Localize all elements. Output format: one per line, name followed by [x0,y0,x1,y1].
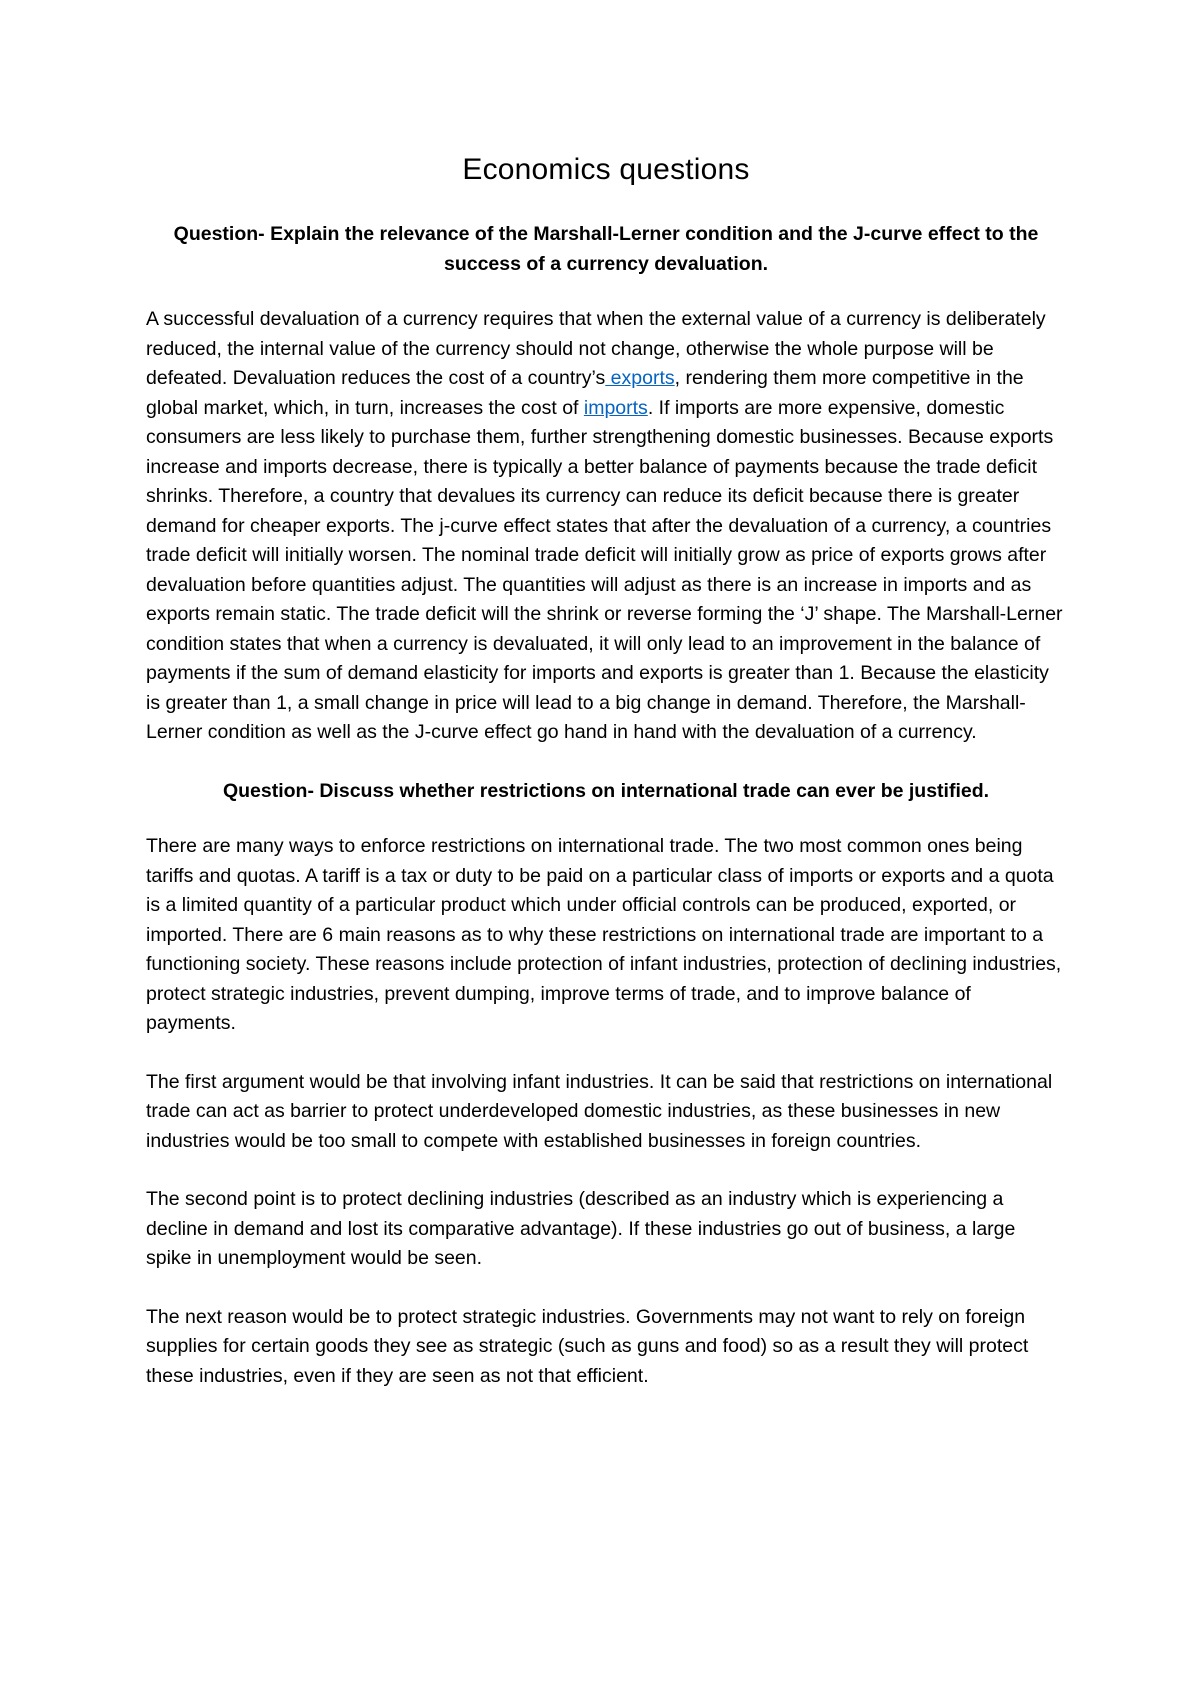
question-2-heading: Question- Discuss whether restrictions on international trade can ever be justified. [222,779,990,802]
exports-link[interactable]: exports [605,367,675,389]
answer-text-part-3: . If imports are more expensive, domestic consumers are less likely to purchase them, further strengthening domestic businesses. Because exports increase and imports decrease, there is typically a better balance of payments because the trade deficit shrinks. Therefore, a country that devalues its currency can reduce its deficit because there is greater demand for cheaper exports. The j-curve effect states that after the devaluation of a currency, a countries trade deficit will initially worsen. The nominal trade deficit will initially grow as price of exports grows after devaluation before quantities adjust. The quantities will adjust as there is an increase in imports and as exports remain static. The trade deficit will the shrink or reverse forming the ‘J’ shape. The Marshall-Lerner condition states that when a currency is devaluated, it will only lead to an improvement in the balance of payments if the sum of demand elasticity for imports and exports is greater than 1. Because the elasticity is greater than 1, a small change in price will lead to a big change in demand. Therefore, the Marshall-Lerner condition as well as the J-curve effect go hand in hand with the devaluation of a currency. [146,396,1063,743]
answer-text-part-1: A successful devaluation of a currency requires that when the external value of a currency is deliberately reduced, the internal value of the currency should not change, otherwise the whole purpose will be defeated. Devaluation reduces the cost of a country’s [146,308,1046,389]
question-2-paragraph-1: There are many ways to enforce restrictions on international trade. The two most common ones being tariffs and quotas. A tariff is a tax or duty to be paid on a particular class of imports or exports and a quota is a limited quantity of a particular product which under official controls can be produced, exported, or imported. There are 6 main reasons as to why these restrictions on international trade are important to a functioning society. These reasons include protection of infant industries, protection of declining industries, protect strategic industries, prevent dumping, improve terms of trade, and to improve balance of payments. [146,835,1062,1034]
document-title: Economics questions [462,153,750,186]
answer-text-part-2: , rendering them more competitive in the global market, which, in turn, increases the cost of [146,367,1024,419]
question-1-answer [146,305,1066,748]
question-2-paragraph-3: The second point is to protect declining industries (described as an industry which is experiencing a decline in demand and lost its comparative advantage). If these industries go out of business, a large spike in unemployment would be seen. [146,1188,1016,1269]
document-page [146,148,1066,1420]
question-1-heading: Question- Explain the relevance of the Marshall-Lerner condition and the J-curve effect to the success of a currency devaluation. [173,223,1039,275]
imports-link[interactable]: imports [583,396,648,419]
question-2-paragraph-4: The next reason would be to protect strategic industries. Governments may not want to rely on foreign supplies for certain goods they see as strategic (such as guns and food) so as a result they will protect these industries, even if they are seen as not that efficient. [146,1305,1029,1387]
question-2-paragraph-2: The first argument would be that involving infant industries. It can be said that restrictions on international trade can act as barrier to protect underdeveloped domestic industries, as these businesses in new industries would be too small to compete with established businesses in foreign countries. [146,1070,1053,1152]
